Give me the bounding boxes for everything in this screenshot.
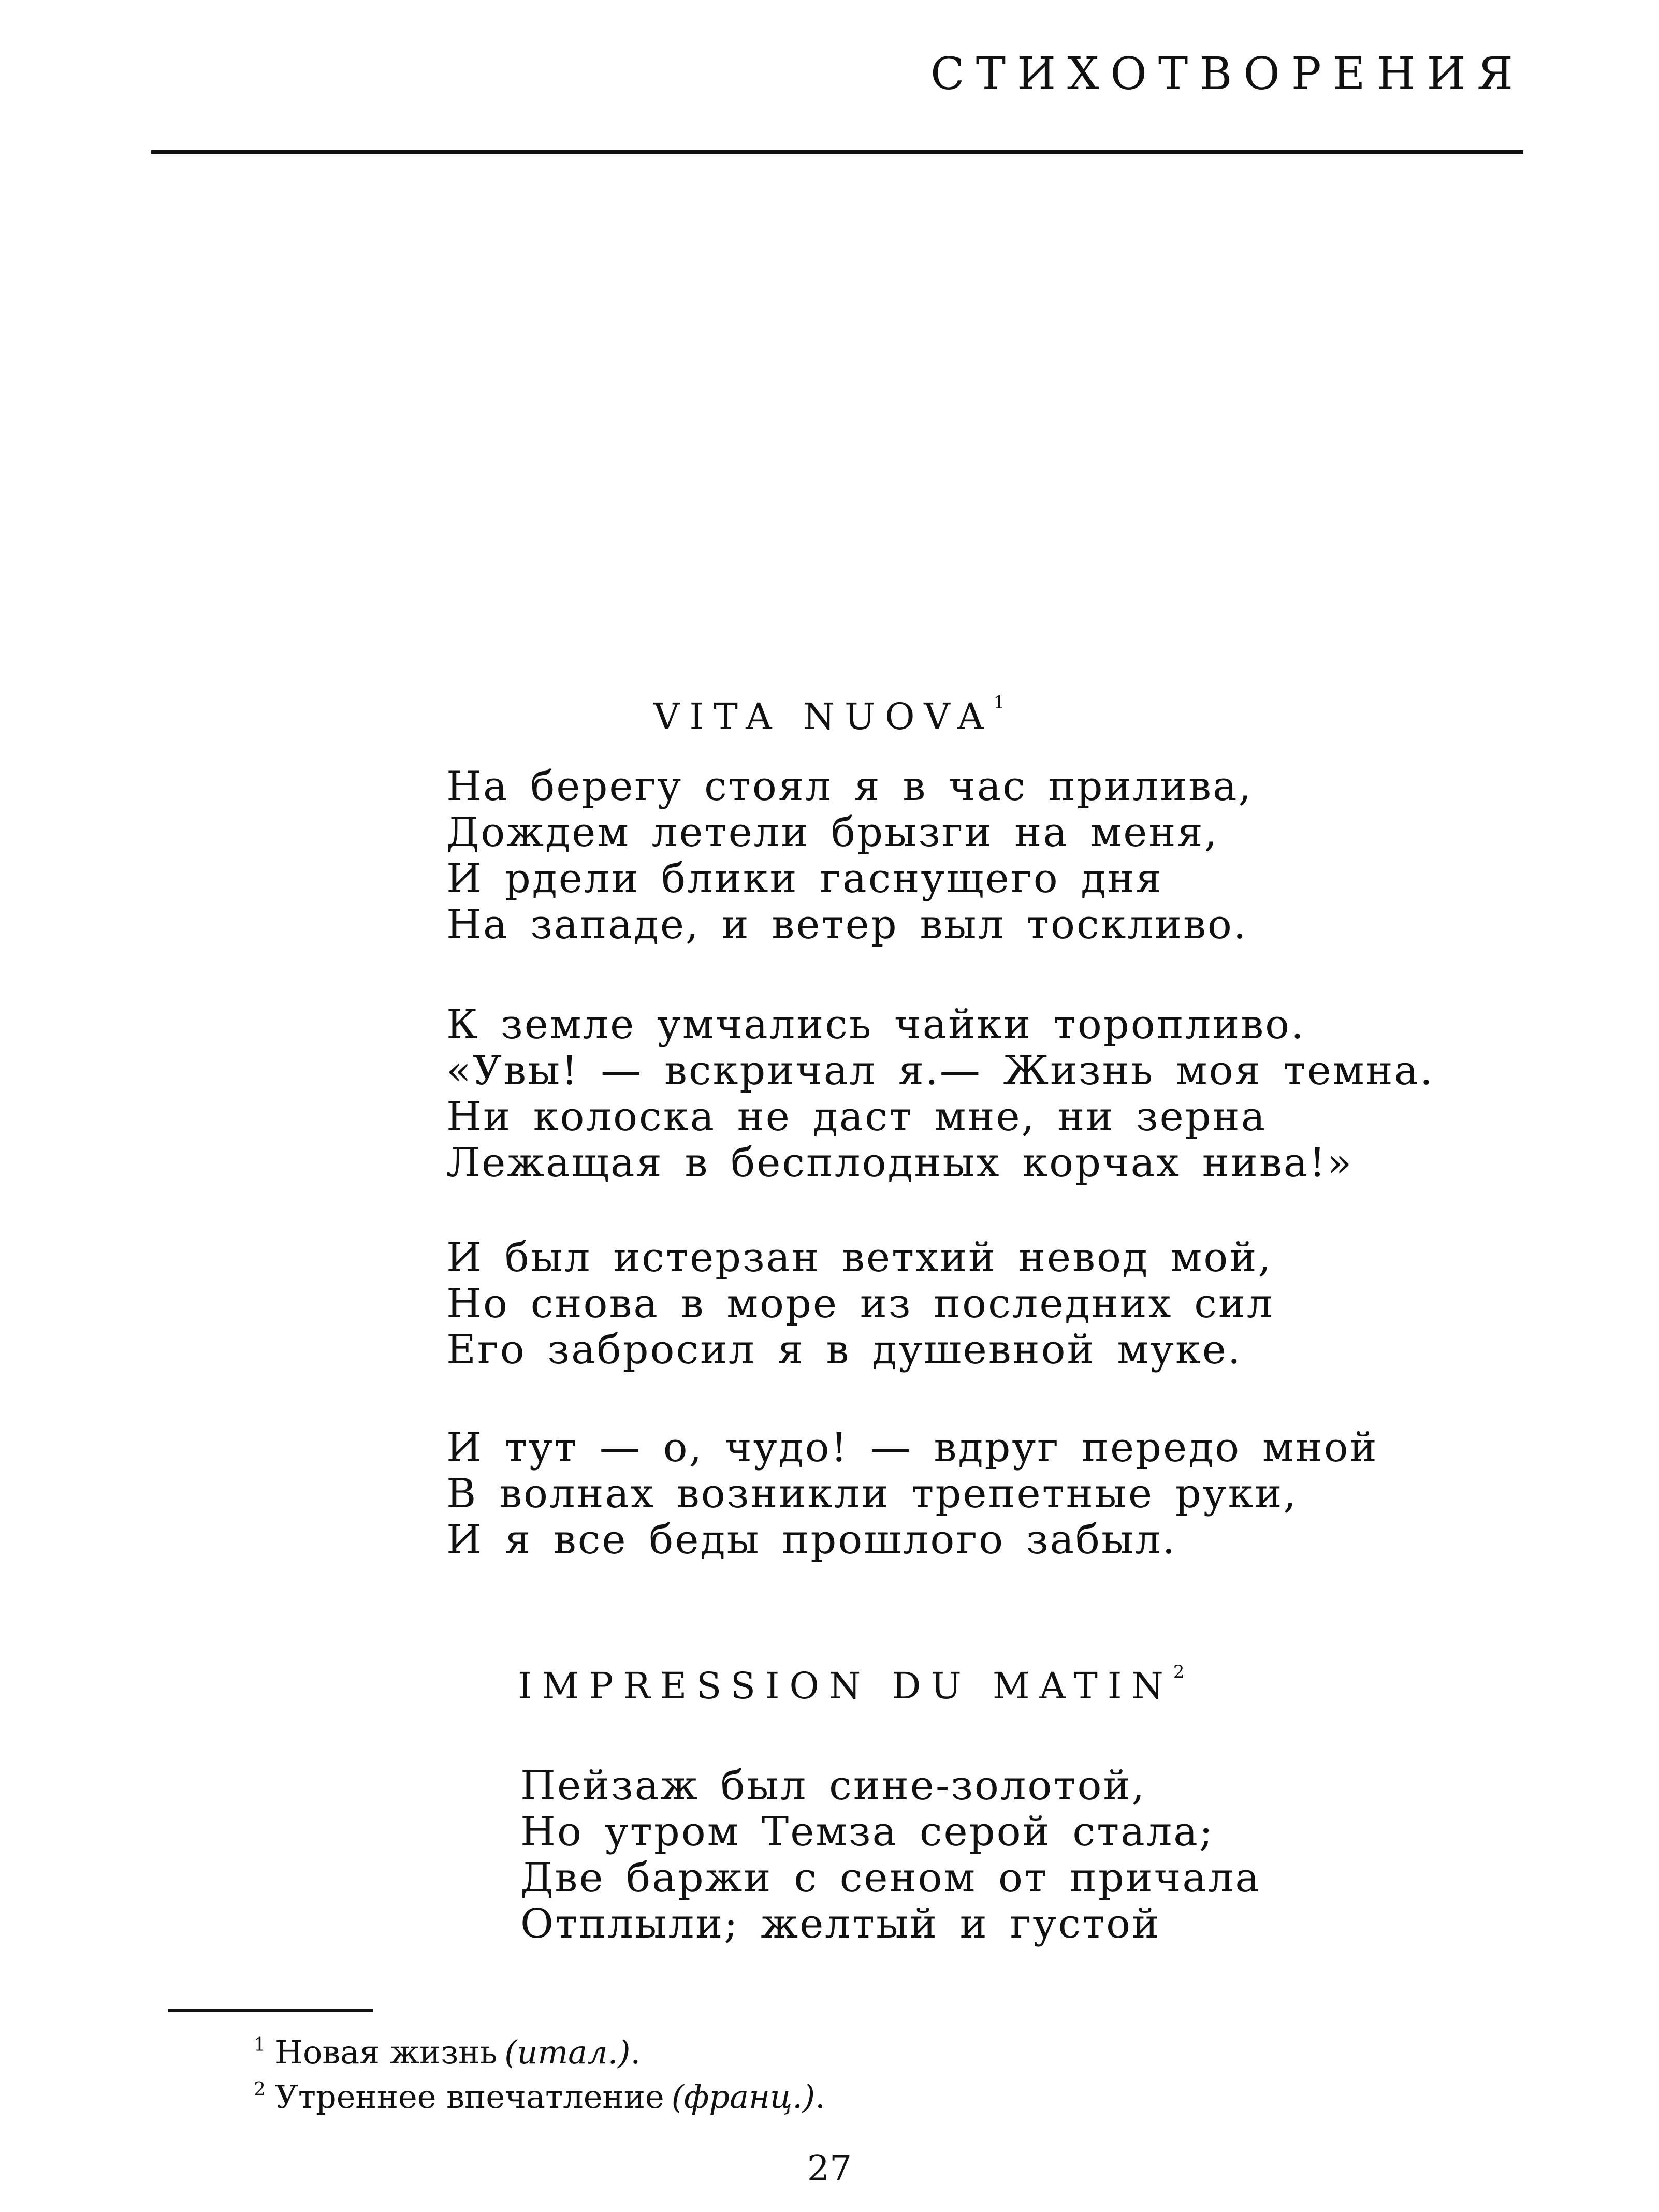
verse-line: На берегу стоял я в час прилива,: [446, 763, 1253, 810]
poem-title-impression-du-matin: [518, 1662, 1185, 1707]
verse-line: «Увы! — вскричал я.— Жизнь моя темна.: [446, 1047, 1434, 1094]
poem-title-text: VITA NUOVA: [653, 695, 994, 738]
footnote-text: Новая жизнь: [274, 2033, 498, 2071]
verse-line: Пейзаж был сине-золотой,: [520, 1763, 1146, 1809]
verse-line: Ни колоска не даст мне, ни зерна: [446, 1094, 1267, 1140]
stanza-3: [446, 1235, 1274, 1373]
poem-title-text: IMPRESSION DU MATIN: [518, 1665, 1173, 1707]
verse-line: Две баржи с сеном от причала: [520, 1855, 1261, 1901]
verse-line: И был истерзан ветхий невод мой,: [446, 1234, 1273, 1281]
stanza-4: [446, 1425, 1378, 1563]
verse-line: К земле умчались чайки торопливо.: [446, 1001, 1305, 1048]
stanza-2: [446, 1002, 1434, 1186]
footnote-1: [254, 2033, 641, 2071]
page-number: 27: [807, 2148, 852, 2189]
stanza-5: [520, 1763, 1261, 1947]
running-head: СТИХОТВОРЕНИЯ: [930, 48, 1524, 100]
verse-line: Его забросил я в душевной муке.: [446, 1327, 1242, 1373]
footnote-text: Утреннее впечатление: [274, 2078, 664, 2116]
verse-line: Лежащая в бесплодных корчах нива!»: [446, 1140, 1354, 1186]
poem-title-vita-nuova: [653, 692, 1005, 738]
footnote-gloss: (итал.): [504, 2033, 631, 2071]
stanza-1: [446, 764, 1253, 948]
header-rule: [151, 150, 1523, 154]
verse-line: И я все беды прошлого забыл.: [446, 1517, 1177, 1563]
verse-line: В волнах возникли трепетные руки,: [446, 1471, 1298, 1517]
verse-line: И тут — о, чудо! — вдруг передо мной: [446, 1424, 1378, 1471]
footnote-gloss: (франц.): [671, 2078, 816, 2116]
footnote-ref: 2: [1173, 1662, 1185, 1682]
footnote-mark: 2: [254, 2079, 266, 2100]
footnote-end: .: [815, 2078, 825, 2116]
verse-line: И рдели блики гаснущего дня: [446, 855, 1163, 902]
verse-line: Отплыли; желтый и густой: [520, 1901, 1161, 1947]
verse-line: На западе, и ветер выл тоскливо.: [446, 901, 1248, 948]
footnote-2: [254, 2078, 825, 2116]
footnote-mark: 1: [254, 2034, 266, 2056]
footnote-end: .: [630, 2033, 641, 2071]
footnote-ref: 1: [993, 692, 1005, 713]
verse-line: Но утром Темза серой стала;: [520, 1809, 1215, 1855]
verse-line: Но снова в море из последних сил: [446, 1280, 1274, 1327]
footnote-rule: [168, 2009, 373, 2012]
verse-line: Дождем летели брызги на меня,: [446, 809, 1219, 856]
